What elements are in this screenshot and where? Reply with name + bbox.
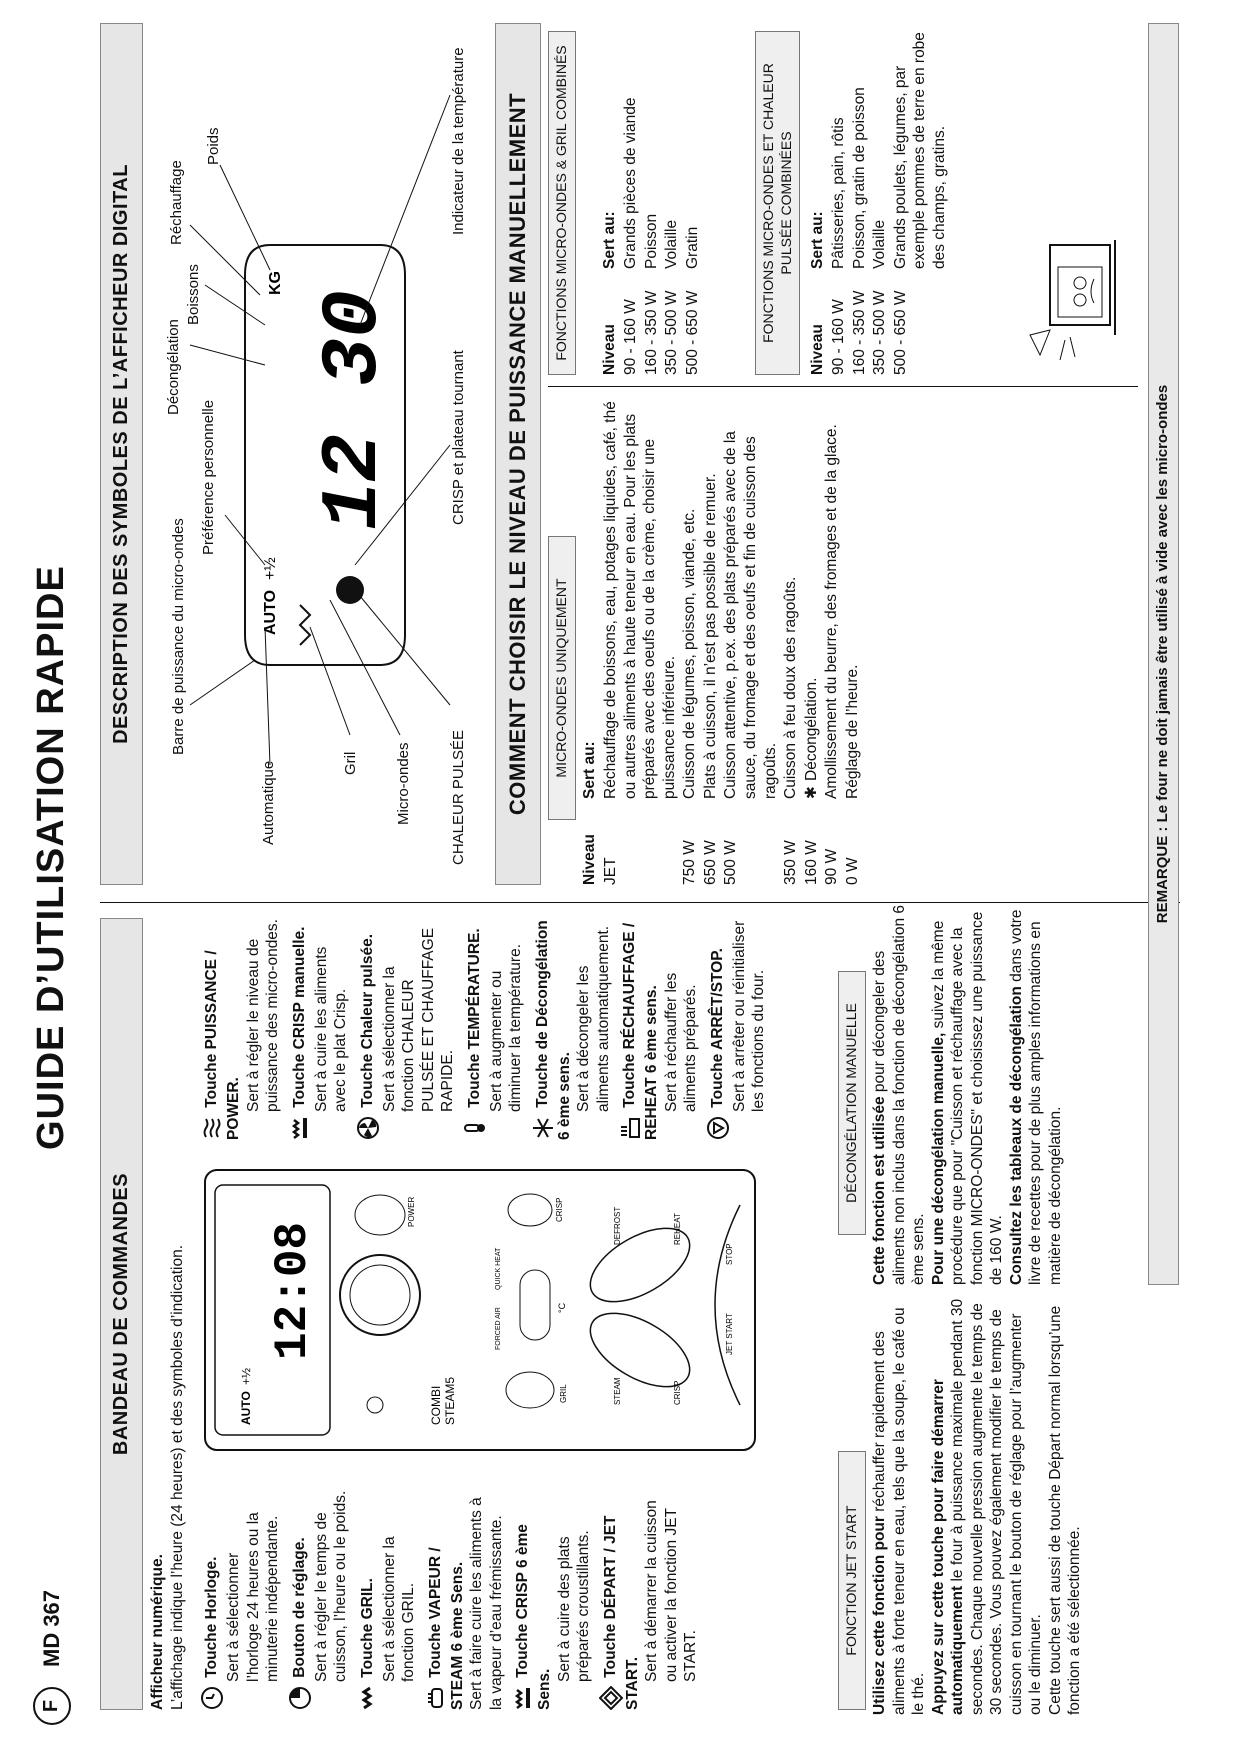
jet-start-text: [870, 1295, 1085, 1715]
panel-auto-label: AUTO: [239, 1391, 253, 1425]
panel-time: 12:08: [267, 1221, 319, 1360]
left-controls-list: [200, 1490, 706, 1710]
fan-key-item: [356, 915, 458, 1140]
stop-key-item: [706, 915, 769, 1140]
level-cell: 90 - 160 W: [622, 299, 640, 375]
panel-crisp-button: [508, 1194, 552, 1226]
defrost-p2: suivez la même procédure que pour "Cuisson et réchauffage avec la fonction MICRO-ONDES" et choisissez une puissance de 160 W.: [929, 911, 1006, 1285]
jet-start-p1: réchauffer rapidement des aliments à forte teneur en eau, tels que la soupe, le café ou le thé.: [871, 1307, 928, 1715]
table-row: [701, 395, 722, 885]
panel-steam: STEAM: [613, 1377, 622, 1405]
table-row: [802, 395, 823, 885]
clock-key-title: Touche Horloge.: [203, 1556, 221, 1678]
level-cell: JET: [602, 857, 620, 885]
panel-deg: °C: [557, 1302, 567, 1313]
grill-icon: [356, 1686, 380, 1710]
panel-jet-start: JET START: [725, 1313, 734, 1355]
micro-grill-table-wrap: [600, 25, 703, 375]
panel-power: POWER: [407, 1196, 416, 1227]
level-cell: 350 W: [782, 840, 800, 885]
micro-grill-h-level: Niveau: [601, 324, 618, 375]
display-intro-title: Afficheur numérique.: [149, 1554, 166, 1710]
power-title: COMMENT CHOISIR LE NIVEAU DE PUISSANCE MANUELLEMENT: [495, 23, 541, 885]
oven-warning-svg: [1020, 235, 1130, 365]
label-boissons: Boissons: [185, 264, 202, 325]
panel-knob: [340, 1255, 420, 1335]
knob-title: Bouton de réglage.: [290, 1537, 308, 1678]
reheat-key-title: Touche RÉCHAUFFAGE / REHEAT 6 ème sens.: [621, 922, 661, 1140]
page-title: GUIDE D’UTILISATION RAPIDE: [30, 565, 72, 1150]
table-row: [662, 92, 683, 375]
table-row: [781, 395, 802, 885]
grill-key-text: Sert à sélectionner la fonction GRIL.: [380, 1536, 418, 1682]
level-cell: 0 W: [843, 857, 861, 885]
defrost-manual-title: DÉCONGÉLATION MANUELLE: [838, 971, 866, 1235]
language-badge: F: [33, 1687, 71, 1725]
table-row: [721, 395, 781, 885]
crisp6-key-item: [511, 1490, 594, 1710]
level-cell: 750 W: [681, 840, 699, 885]
clock-icon: [200, 1686, 224, 1710]
label-decong: Décongélation: [165, 319, 182, 415]
jet-start-p2-bold: Appuyez sur cette touche pour faire démarrer automatiquement: [929, 1379, 967, 1715]
micro-grill-h-use: Sert au:: [601, 211, 618, 269]
grill-key-item: [356, 1490, 419, 1710]
panel-reheat: REHEAT: [673, 1213, 682, 1245]
display-digits: 12 30: [309, 289, 400, 530]
use-cell: Réglage de l’heure.: [843, 664, 861, 799]
panel-forced-air: FORCED AIR: [495, 1307, 502, 1350]
crisp-manual-title: Touche CRISP manuelle.: [290, 926, 308, 1108]
defrost-p3-bold: Consultez les tableaux de décongélation: [1007, 986, 1025, 1285]
label-crisp: CRISP et plateau tournant: [450, 350, 467, 525]
display-kg: KG: [267, 271, 284, 295]
display-desc-title: DESCRIPTION DES SYMBOLES DE L’AFFICHEUR DIGITAL: [100, 23, 143, 885]
use-cell: [802, 395, 823, 799]
crisp-manual-icon: [288, 1116, 312, 1140]
defrost-p3: dans votre livre de recettes pour de plus amples informations en matière de décongélation.: [1007, 909, 1064, 1285]
micro-grill-title: FONCTIONS MICRO-ONDES & GRIL COMBINÉS: [548, 31, 576, 375]
table-row: [829, 25, 850, 375]
knob-item: [288, 1490, 351, 1710]
control-panel-svg: [200, 1155, 760, 1465]
table-row: [870, 25, 891, 375]
power-key-title: Touche PUISSANCE / POWER.: [203, 950, 242, 1140]
defrost-key-item: [531, 915, 614, 1140]
power-key-item: [200, 915, 283, 1140]
use-cell: Plats à cuisson, il n’est pas possible de remuer.: [701, 473, 719, 799]
micro-only-table: [580, 395, 863, 885]
level-cell: 350 - 500 W: [663, 290, 681, 375]
micro-pulse-title: FONCTIONS MICRO-ONDES ET CHALEUR PULSÉE COMBINÉES: [755, 31, 800, 375]
bandeau-title: BANDEAU DE COMMANDES: [100, 918, 143, 1710]
label-micro: Micro-ondes: [395, 742, 412, 825]
stop-icon: [706, 1116, 730, 1140]
fan-key-text: Sert à sélectionner la fonction CHALEUR PULSÉE ET CHAUFFAGE RAPIDE.: [380, 927, 457, 1112]
use-cell: Volaille: [871, 219, 889, 269]
level-cell: 90 - 160 W: [830, 299, 848, 375]
use-cell: Volaille: [663, 219, 681, 269]
stop-key-text: Sert à arrêter ou réinitialiser les fonctions du four.: [730, 920, 768, 1112]
grill-key-title: Touche GRIL.: [358, 1578, 376, 1678]
micro-grill-table: [600, 92, 703, 375]
display-auto: AUTO: [262, 589, 279, 635]
use-cell: Pâtisseries, pain, rôtis: [830, 117, 848, 269]
knob-icon: [288, 1686, 312, 1710]
crisp6-key-text: Sert à cuire des plats préparés croustillants.: [555, 1530, 593, 1682]
level-cell: 500 W: [722, 840, 740, 885]
display-intro: [148, 930, 187, 1710]
clock-key-text: Sert à sélectionner l’horloge 24 heures ou la minuterie indépendante.: [225, 1512, 282, 1682]
label-temp: Indicateur de la température: [450, 47, 467, 235]
use-cell: Grands poulets, légumes, par exemple pommes de terre en robe des champs, gratins.: [891, 32, 948, 269]
panel-grill-button: [506, 1372, 554, 1408]
steam-icon: [424, 1686, 448, 1710]
start-key-item: [599, 1490, 701, 1710]
panel-combi: COMBI: [429, 1385, 443, 1425]
level-cell: 160 - 350 W: [642, 290, 660, 375]
panel-quick-heat: QUICK HEAT: [495, 1247, 502, 1290]
empty-oven-warning-illustration: [1020, 235, 1130, 365]
steam-key-title: Touche VAPEUR / STEAM 6 ème Sens.: [426, 1547, 466, 1710]
reheat-key-text: Sert à réchauffer les aliments préparés.: [662, 972, 700, 1112]
level-cell: 90 W: [823, 848, 841, 885]
start-diamond-icon: [599, 1686, 623, 1710]
use-cell: Grands pièces de viande: [622, 97, 640, 269]
snowflake-icon: [531, 1116, 555, 1140]
clock-key-item: [200, 1490, 283, 1710]
level-cell: 500 - 650 W: [683, 290, 701, 375]
micro-only-h-level: Niveau: [581, 834, 598, 885]
use-cell: Réchauffage de boissons, eau, potages liquides, café, thé ou autres aliments à haute teneur en eau. Pour les plats préparés avec des oeufs ou de la crème, choisir une puissance inférieure.: [602, 401, 678, 799]
micro-only-table-wrap: [580, 395, 863, 885]
right-controls-list: [200, 915, 774, 1140]
defrost-key-title: Touche de Décongélation 6 ème sens.: [533, 920, 573, 1140]
table-row: [850, 25, 871, 375]
crisp-icon: [511, 1686, 535, 1710]
display-intro-text: L’affichage indique l’heure (24 heures) et des symboles d’indication.: [168, 1244, 186, 1710]
display-plus: +½: [262, 557, 279, 580]
use-cell: Gratin: [683, 226, 701, 269]
label-chaleur: CHALEUR PULSÉE: [450, 729, 467, 865]
defrost-p1: pour décongeler des aliments non inclus dans la fonction de décongélation 6 ème sens.: [871, 904, 928, 1285]
level-cell: 650 W: [701, 840, 719, 885]
power-key-text: Sert à régler le niveau de puissance des micro-ondes.: [244, 919, 282, 1112]
jet-start-p2: le four à puissance maximale pendant 30 secondes. Chaque nouvelle pression augmente le temps de 30 secondes. Vous pouvez également modifier le temps de cuisson en tournant le bouton de réglage pour l’augmenter ou le diminuer.: [949, 1298, 1045, 1715]
micro-pulse-table: [808, 25, 950, 375]
start-key-title: Touche DÉPART / JET START.: [601, 1515, 641, 1710]
temp-key-title: Touche TEMPÉRATURE.: [465, 928, 483, 1108]
panel-crisp: CRISP: [555, 1197, 564, 1222]
display-diagram: [150, 25, 480, 885]
power-waves-icon: [200, 1116, 224, 1140]
defrost-p2-bold: Pour une décongélation manuelle,: [929, 1032, 947, 1285]
knob-text: Sert à régler le temps de cuisson, l’heure ou le poids.: [312, 1490, 350, 1682]
level-cell: 350 - 500 W: [871, 290, 889, 375]
panel-plus-label: +½: [239, 1367, 253, 1385]
panel-defrost: DEFROST: [613, 1206, 622, 1245]
jet-start-p3: Cette touche sert aussi de touche Départ normal lorsqu’une fonction a été sélectionnée.: [1046, 1305, 1084, 1715]
use-cell-text: Décongélation.: [802, 677, 820, 781]
steam-key-item: [424, 1490, 507, 1710]
table-row: [642, 92, 663, 375]
level-cell: 160 W: [802, 840, 820, 885]
table-row: [822, 395, 843, 885]
label-auto: Automatique: [260, 760, 277, 845]
temp-key-item: [463, 915, 526, 1140]
panel-stop: STOP: [725, 1243, 734, 1265]
display-fan-symbol: [336, 576, 364, 604]
defrost-key-text: Sert à décongeler les aliments automatiquement.: [575, 925, 612, 1112]
steam-key-text: Sert à faire cuire les aliments à la vapeur d’eau frémissante.: [468, 1497, 505, 1710]
panel-steam5: STEAM5: [443, 1376, 457, 1425]
control-panel-drawing: [200, 1155, 760, 1465]
panel-temp-rocker: [520, 1270, 550, 1340]
stop-key-title: Touche ARRÊT/STOP.: [708, 948, 726, 1108]
thermometer-icon: [463, 1116, 487, 1140]
table-row: [843, 395, 864, 885]
start-key-text: Sert à démarrer la cuisson ou activer la fonction JET START.: [643, 1500, 700, 1682]
micro-only-title: MICRO-ONDES UNIQUEMENT: [548, 536, 576, 820]
page-header: [28, 25, 76, 1725]
use-cell: Cuisson de légumes, poisson, viande, etc.: [681, 508, 699, 799]
micro-only-h-use: Sert au:: [581, 741, 598, 799]
panel-crisp2: CRISP: [673, 1380, 682, 1405]
use-cell: Amollissement du beurre, des fromages et de la glace.: [823, 424, 841, 799]
label-poids: Poids: [205, 127, 222, 165]
table-row: [680, 395, 701, 885]
table-row: [683, 92, 704, 375]
fan-key-title: Touche Chaleur pulsée.: [358, 933, 376, 1108]
use-cell: Cuisson à feu doux des ragoûts.: [782, 576, 800, 799]
model-number: MD 367: [39, 1589, 64, 1667]
jet-start-title: FONCTION JET START: [838, 1451, 866, 1710]
use-cell: Poisson: [642, 213, 660, 269]
label-preference: Préférence personnelle: [200, 399, 217, 555]
defrost-p1-bold: Cette fonction est utilisée: [871, 1096, 888, 1285]
remark-banner: REMARQUE : Le four ne doit jamais être utilisé à vide avec les micro-ondes: [1148, 23, 1179, 1285]
level-cell: 500 - 650 W: [891, 290, 909, 375]
table-row: [621, 92, 642, 375]
fan-icon: [356, 1116, 380, 1140]
use-cell: Poisson, gratin de poisson: [850, 87, 868, 269]
reheat-key-item: [618, 915, 701, 1140]
jet-start-p1-bold: Utilisez cette fonction pour: [871, 1516, 888, 1715]
label-barre: Barre de puissance du micro-ondes: [170, 518, 187, 755]
defrost-manual-text: [870, 905, 1065, 1285]
reheat-plate-icon: [618, 1116, 642, 1140]
table-row: [601, 395, 680, 885]
crisp6-key-title: Touche CRISP 6 ème Sens.: [514, 1524, 554, 1710]
micro-pulse-h-use: Sert au:: [809, 211, 826, 269]
micro-pulse-table-wrap: [808, 25, 950, 375]
level-cell: 160 - 350 W: [850, 290, 868, 375]
label-rechauffage: Réchauffage: [168, 160, 185, 245]
temp-key-text: Sert à augmenter ou diminuer la température.: [487, 944, 525, 1112]
crisp-manual-text: Sert à cuire les aliments avec le plat Crisp.: [312, 946, 350, 1112]
power-divider: [548, 386, 1138, 387]
label-gril: Gril: [342, 751, 359, 775]
table-row: [891, 25, 951, 375]
use-cell: Cuisson attentive, p.ex. des plats préparés avec de la sauce, du fromage et des oeufs et fin de cuisson des ragoûts.: [722, 431, 779, 799]
center-divider: [100, 902, 1180, 903]
panel-gril: GRIL: [559, 1384, 568, 1403]
crisp-manual-item: [288, 915, 351, 1140]
micro-pulse-h-level: Niveau: [809, 324, 826, 375]
defrost-star-icon: ✱: [802, 786, 820, 799]
